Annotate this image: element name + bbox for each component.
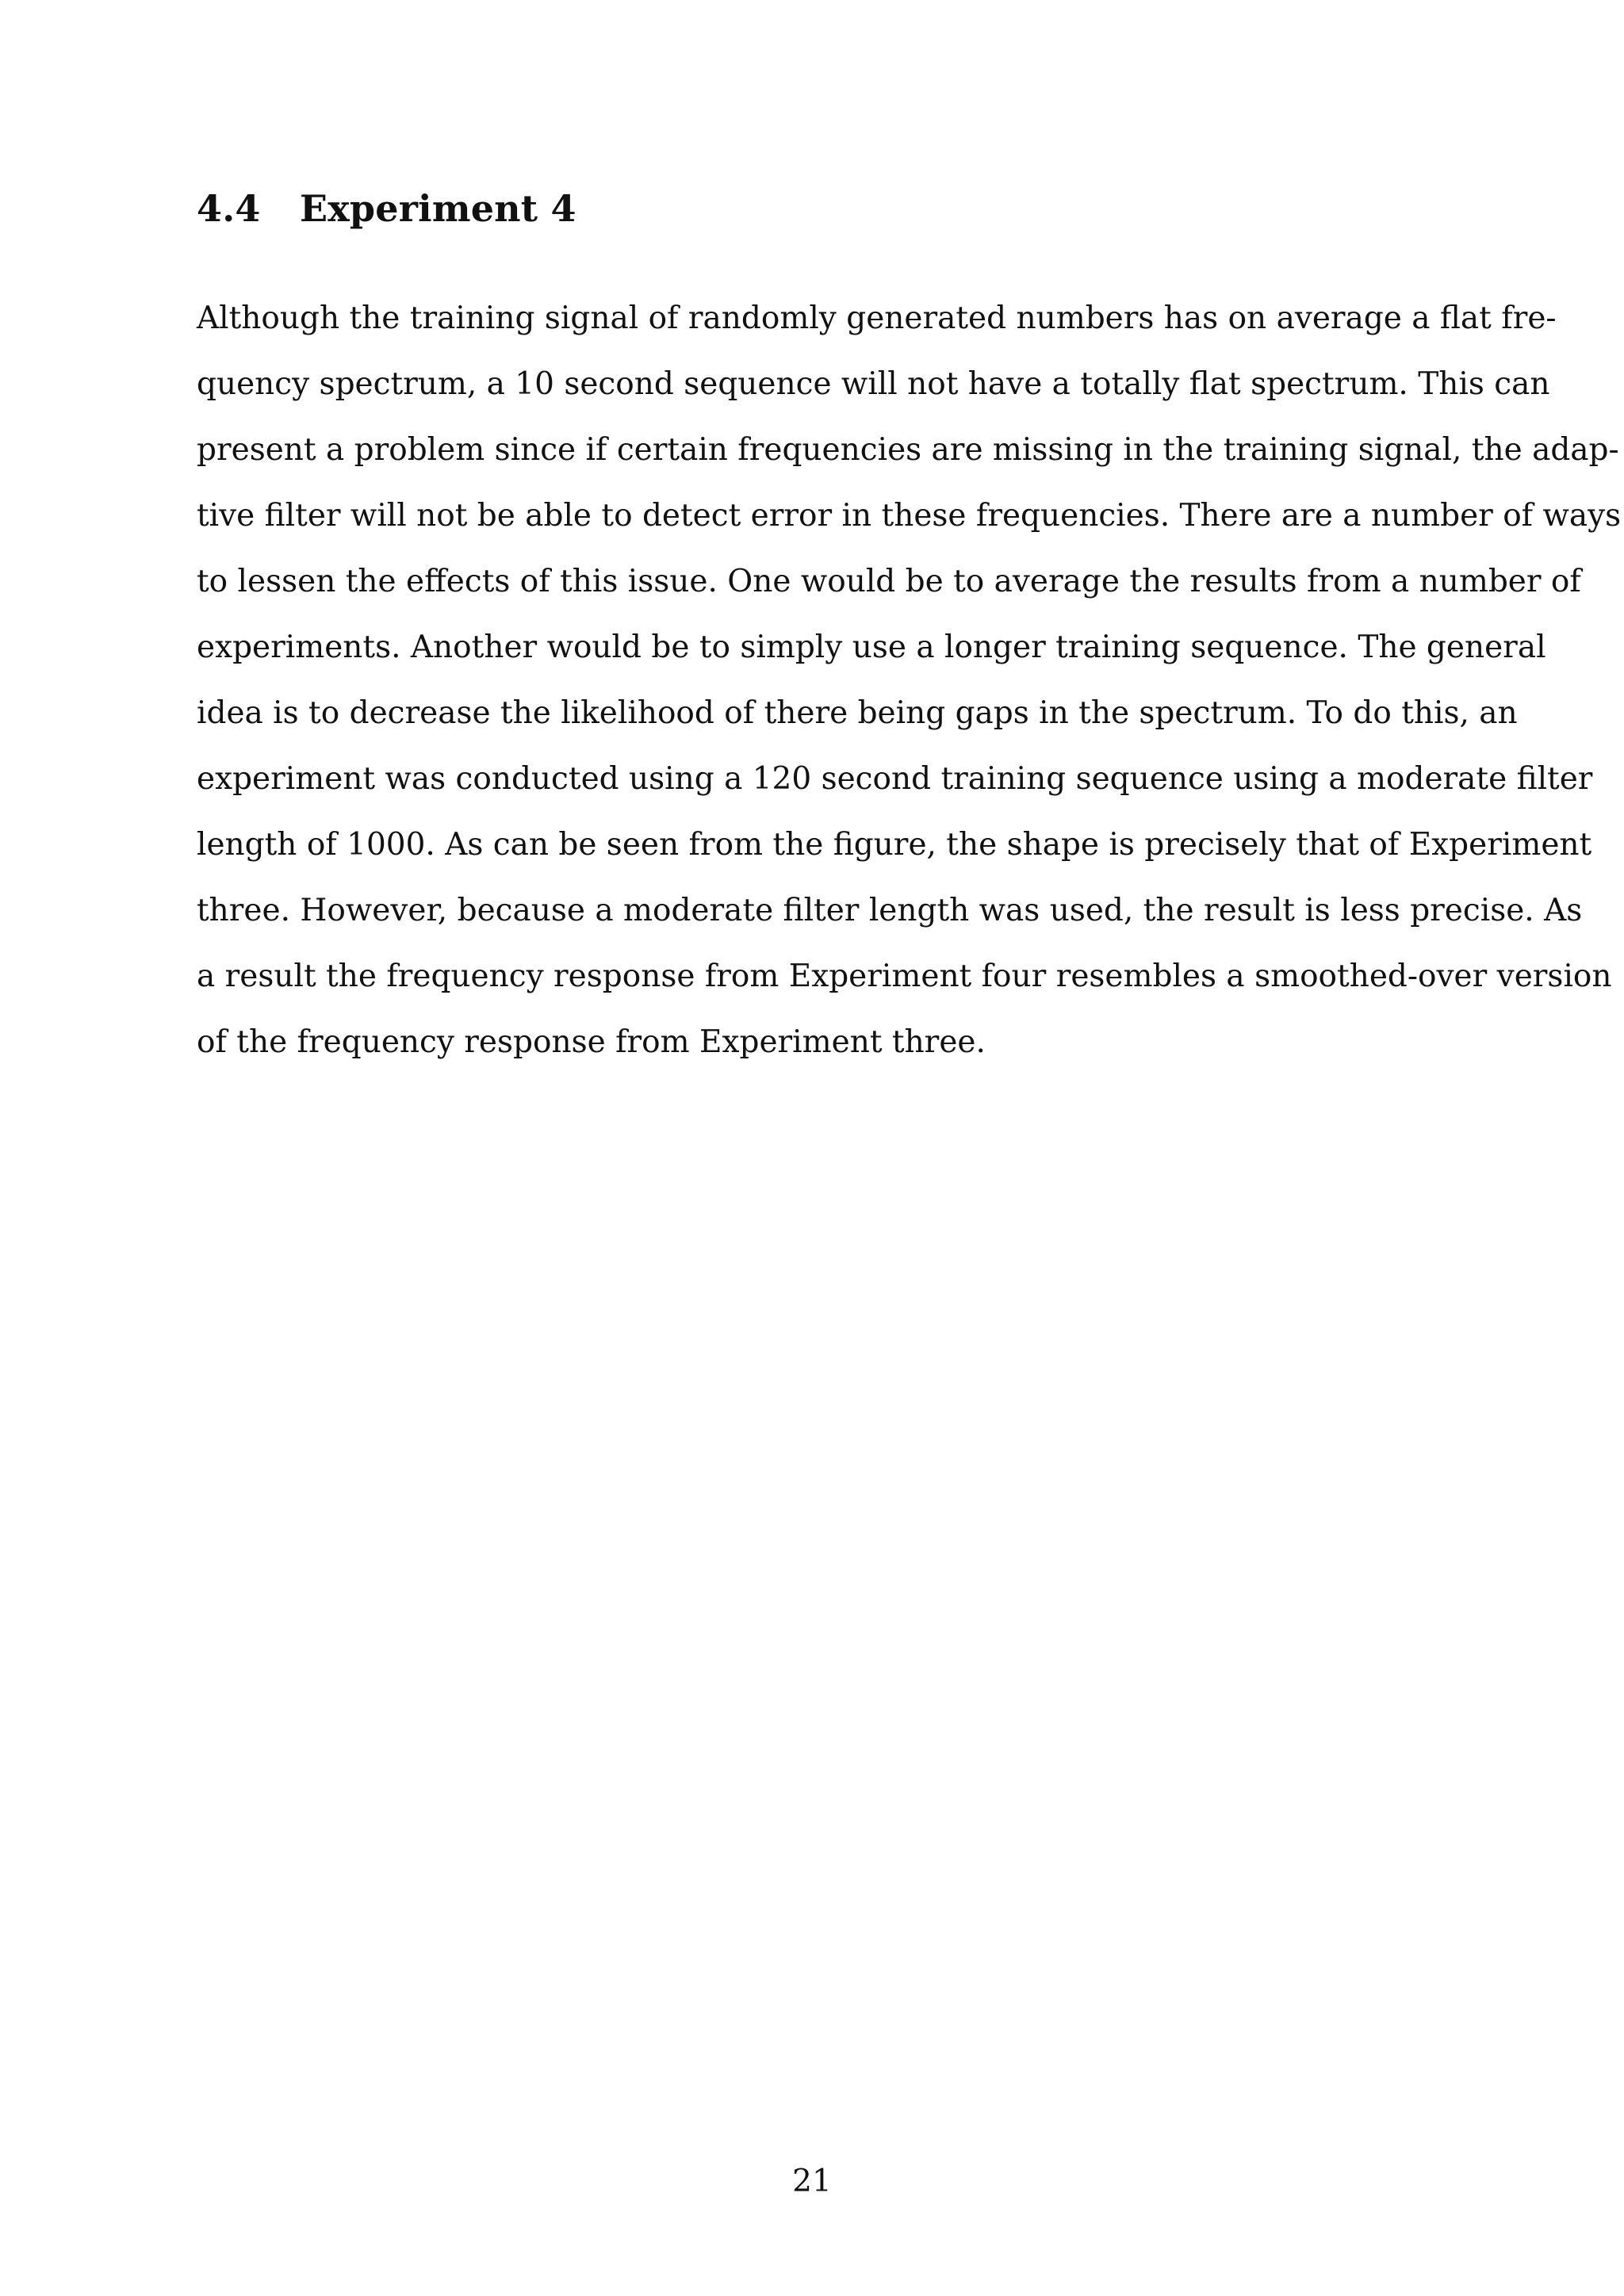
paragraph-line: quency spectrum, a 10 second sequence will not have a totally flat spectrum. This can: [197, 366, 1550, 402]
paragraph-line: a result the frequency response from Experiment four resembles a smoothed-over version: [197, 959, 1612, 994]
paragraph-line: tive filter will not be able to detect error in these frequencies. There are a number of ways: [197, 498, 1622, 534]
paragraph-line: experiment was conducted using a 120 second training sequence using a moderate filter: [197, 761, 1593, 797]
page-number: 21: [792, 2164, 832, 2199]
paragraph-line: length of 1000. As can be seen from the figure, the shape is precisely that of Experiment: [197, 827, 1592, 863]
paragraph-line: Although the training signal of randomly generated numbers has on average a flat fre-: [197, 300, 1557, 336]
section-title: Experiment 4: [300, 187, 576, 230]
body-paragraph: [197, 285, 1622, 1075]
paragraph-line: idea is to decrease the likelihood of there being gaps in the spectrum. To do this, an: [197, 695, 1518, 731]
section-number: 4.4: [197, 187, 261, 230]
paragraph-line: experiments. Another would be to simply use a longer training sequence. The general: [197, 629, 1546, 665]
section-heading: [197, 187, 576, 230]
paragraph-line: three. However, because a moderate filter length was used, the result is less precise. As: [197, 893, 1583, 928]
paragraph-line: of the frequency response from Experiment three.: [197, 1024, 986, 1060]
paragraph-line: to lessen the effects of this issue. One would be to average the results from a number of: [197, 564, 1581, 599]
paragraph-line: present a problem since if certain frequencies are missing in the training signal, the adap-: [197, 432, 1619, 468]
